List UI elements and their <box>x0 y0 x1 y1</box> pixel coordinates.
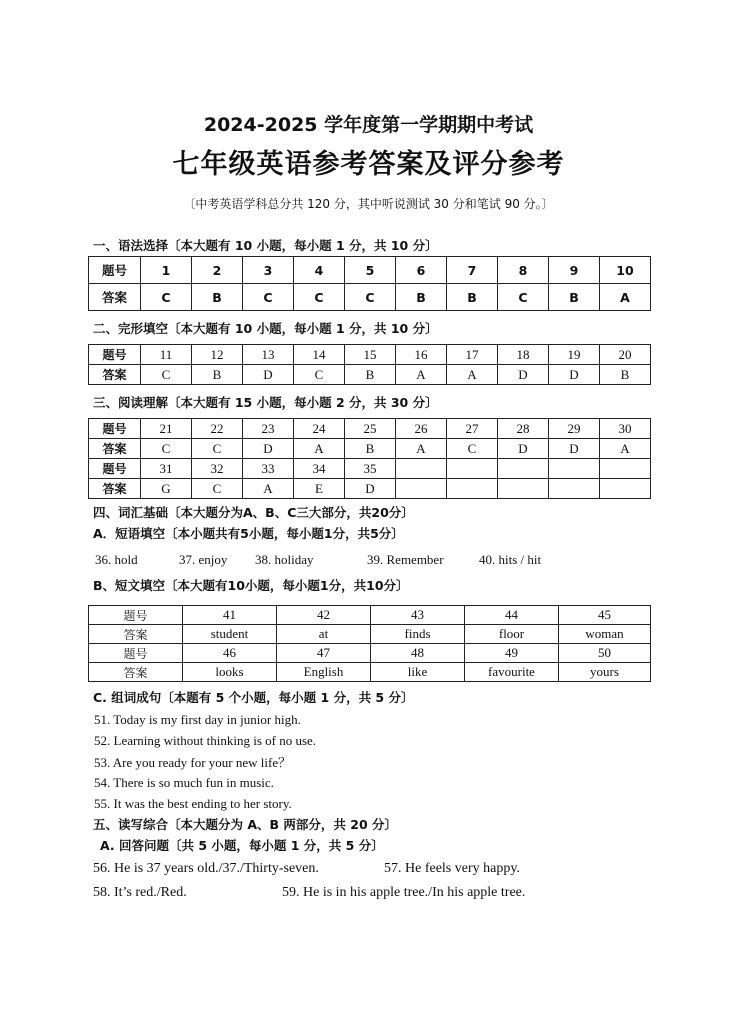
question-number: 10 <box>600 257 651 284</box>
answer-cell: D <box>549 439 600 459</box>
row-label: 答案 <box>89 625 183 644</box>
answer-cell: C <box>294 284 345 311</box>
answer-cell: A <box>294 439 345 459</box>
table-row <box>89 365 651 385</box>
table-row <box>89 419 651 439</box>
document-title: 七年级英语参考答案及评分参考 <box>172 149 565 180</box>
answer-cell: G <box>141 479 192 499</box>
row-label: 题号 <box>89 419 141 439</box>
table-row <box>89 257 651 284</box>
question-number: 9 <box>549 257 600 284</box>
answer-37: 37. enjoy <box>179 552 228 567</box>
answer-cell: C <box>345 284 396 311</box>
answer-cell: B <box>549 284 600 311</box>
row-label: 题号 <box>89 257 141 284</box>
answer-cell: C <box>447 439 498 459</box>
answer-cell: A <box>600 284 651 311</box>
section-4a-heading: A．短语填空〔本小题共有5小题，每小题1分，共5分〕 <box>93 526 404 541</box>
empty-cell <box>600 459 651 479</box>
empty-cell <box>549 479 600 499</box>
answer-cell: B <box>600 365 651 385</box>
exam-title: 2024-2025 学年度第一学期期中考试 <box>203 114 534 136</box>
question-number: 35 <box>345 459 396 479</box>
section-2-table <box>88 344 651 385</box>
empty-cell <box>498 459 549 479</box>
section-3-heading: 三、阅读理解〔本大题有 15 小题，每小题 2 分，共 30 分〕 <box>93 395 438 410</box>
question-number: 2 <box>192 257 243 284</box>
answer-cell: C <box>141 365 192 385</box>
answer-cell: looks <box>183 663 277 682</box>
answer-36: 36. hold <box>95 552 138 567</box>
answer-cell: B <box>396 284 447 311</box>
answer-cell: D <box>345 479 396 499</box>
row-label: 题号 <box>89 644 183 663</box>
question-number: 29 <box>549 419 600 439</box>
answer-59: 59. He is in his apple tree./In his apple tree. <box>282 885 526 900</box>
answer-cell: C <box>192 439 243 459</box>
question-number: 44 <box>465 606 559 625</box>
question-number: 33 <box>243 459 294 479</box>
empty-cell <box>549 459 600 479</box>
row-label: 答案 <box>89 479 141 499</box>
answer-53: 53. Are you ready for your new life？ <box>94 755 292 770</box>
empty-cell <box>396 459 447 479</box>
question-number: 49 <box>465 644 559 663</box>
answer-cell: B <box>345 365 396 385</box>
answer-cell: D <box>243 439 294 459</box>
question-number: 48 <box>371 644 465 663</box>
question-number: 45 <box>559 606 651 625</box>
question-number: 31 <box>141 459 192 479</box>
question-number: 5 <box>345 257 396 284</box>
answer-cell: A <box>447 365 498 385</box>
table-row <box>89 606 651 625</box>
answer-cell: B <box>447 284 498 311</box>
section-1-table <box>88 256 651 311</box>
answer-51: 51. Today is my first day in junior high. <box>94 712 301 727</box>
table-row <box>89 284 651 311</box>
section-5-heading: 五、读写综合〔本大题分为 A、B 两部分，共 20 分〕 <box>93 817 398 832</box>
question-number: 43 <box>371 606 465 625</box>
answer-cell: C <box>243 284 294 311</box>
table-row <box>89 459 651 479</box>
section-4b-heading: B、短文填空〔本大题有10小题，每小题1分，共10分〕 <box>93 578 409 593</box>
question-number: 16 <box>396 345 447 365</box>
question-number: 27 <box>447 419 498 439</box>
question-number: 4 <box>294 257 345 284</box>
answer-cell: like <box>371 663 465 682</box>
empty-cell <box>396 479 447 499</box>
answer-38: 38. holiday <box>255 552 314 567</box>
question-number: 47 <box>277 644 371 663</box>
answer-cell: D <box>243 365 294 385</box>
section-4c-heading: C. 组词成句〔本题有 5 个小题，每小题 1 分，共 5 分〕 <box>93 690 414 705</box>
empty-cell <box>447 479 498 499</box>
question-number: 17 <box>447 345 498 365</box>
question-number: 7 <box>447 257 498 284</box>
row-label: 答案 <box>89 663 183 682</box>
question-number: 41 <box>183 606 277 625</box>
question-number: 8 <box>498 257 549 284</box>
question-number: 23 <box>243 419 294 439</box>
question-number: 12 <box>192 345 243 365</box>
question-number: 25 <box>345 419 396 439</box>
answer-cell: A <box>396 365 447 385</box>
question-number: 21 <box>141 419 192 439</box>
answer-57: 57. He feels very happy. <box>384 861 520 876</box>
table-row <box>89 439 651 459</box>
answer-cell: C <box>498 284 549 311</box>
answer-cell: C <box>294 365 345 385</box>
question-number: 42 <box>277 606 371 625</box>
empty-cell <box>498 479 549 499</box>
row-label: 题号 <box>89 459 141 479</box>
answer-cell: yours <box>559 663 651 682</box>
question-number: 30 <box>600 419 651 439</box>
question-number: 28 <box>498 419 549 439</box>
answer-cell: A <box>243 479 294 499</box>
answer-58: 58. It’s red./Red. <box>93 885 187 900</box>
answer-52: 52. Learning without thinking is of no use. <box>94 733 317 748</box>
question-number: 11 <box>141 345 192 365</box>
question-number: 50 <box>559 644 651 663</box>
question-number: 1 <box>141 257 192 284</box>
answer-cell: woman <box>559 625 651 644</box>
row-label: 答案 <box>89 365 141 385</box>
answer-56: 56. He is 37 years old./37./Thirty-seven. <box>93 861 319 876</box>
table-row <box>89 663 651 682</box>
section-2-heading: 二、完形填空〔本大题有 10 小题，每小题 1 分，共 10 分〕 <box>93 321 438 336</box>
answer-cell: D <box>498 439 549 459</box>
answer-cell: D <box>498 365 549 385</box>
answer-cell: student <box>183 625 277 644</box>
answer-55: 55. It was the best ending to her story. <box>94 796 292 811</box>
answer-cell: C <box>141 284 192 311</box>
question-number: 15 <box>345 345 396 365</box>
answer-cell: B <box>192 284 243 311</box>
answer-cell: D <box>549 365 600 385</box>
question-number: 3 <box>243 257 294 284</box>
question-number: 24 <box>294 419 345 439</box>
answer-cell: B <box>345 439 396 459</box>
answer-cell: A <box>600 439 651 459</box>
question-number: 26 <box>396 419 447 439</box>
question-number: 32 <box>192 459 243 479</box>
section-4-heading: 四、词汇基础〔本大题分为A、B、C三大部分，共20分〕 <box>93 505 414 520</box>
section-1-heading: 一、语法选择〔本大题有 10 小题，每小题 1 分，共 10 分〕 <box>93 238 438 253</box>
empty-cell <box>447 459 498 479</box>
question-number: 18 <box>498 345 549 365</box>
table-row <box>89 625 651 644</box>
answer-cell: favourite <box>465 663 559 682</box>
row-label: 答案 <box>89 284 141 311</box>
question-number: 13 <box>243 345 294 365</box>
question-number: 46 <box>183 644 277 663</box>
empty-cell <box>600 479 651 499</box>
answer-cell: C <box>141 439 192 459</box>
row-label: 题号 <box>89 606 183 625</box>
section-4b-table <box>88 605 651 682</box>
table-row <box>89 345 651 365</box>
row-label: 题号 <box>89 345 141 365</box>
answer-cell: finds <box>371 625 465 644</box>
question-number: 19 <box>549 345 600 365</box>
row-label: 答案 <box>89 439 141 459</box>
question-number: 34 <box>294 459 345 479</box>
answer-cell: A <box>396 439 447 459</box>
score-note: 〔中考英语学科总分共 120 分，其中听说测试 30 分和笔试 90 分。〕 <box>183 197 554 211</box>
answer-39: 39. Remember <box>367 552 444 567</box>
answer-cell: C <box>192 479 243 499</box>
question-number: 14 <box>294 345 345 365</box>
table-row <box>89 644 651 663</box>
question-number: 20 <box>600 345 651 365</box>
answer-cell: at <box>277 625 371 644</box>
answer-cell: English <box>277 663 371 682</box>
section-3-table <box>88 418 651 499</box>
question-number: 6 <box>396 257 447 284</box>
section-5a-heading: A. 回答问题〔共 5 小题，每小题 1 分，共 5 分〕 <box>100 838 384 853</box>
answer-40: 40. hits / hit <box>479 552 542 567</box>
answer-cell: E <box>294 479 345 499</box>
table-row <box>89 479 651 499</box>
answer-cell: B <box>192 365 243 385</box>
answer-cell: floor <box>465 625 559 644</box>
question-number: 22 <box>192 419 243 439</box>
answer-54: 54. There is so much fun in music. <box>94 775 274 790</box>
